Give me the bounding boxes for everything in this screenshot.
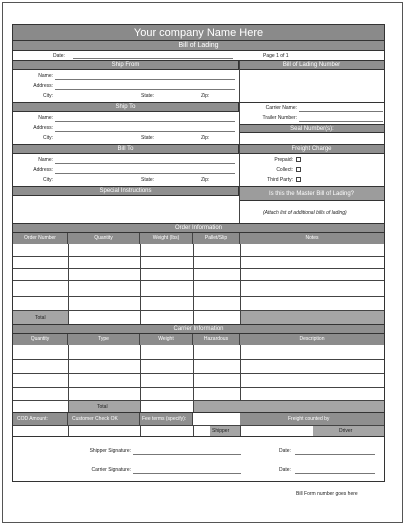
row-divider bbox=[13, 387, 384, 388]
special-instructions-section bbox=[12, 187, 385, 224]
col-divider bbox=[68, 425, 69, 436]
trailer-number-field[interactable] bbox=[299, 121, 383, 122]
ship-to-zip-label: Zip: bbox=[201, 135, 210, 141]
carrier-info-header-row bbox=[13, 334, 384, 345]
customer-check-label: Customer Check OK bbox=[72, 416, 118, 422]
ship-from-title: Ship From bbox=[13, 61, 239, 70]
company-name-header: Your company Name Here bbox=[12, 24, 385, 41]
col-description: Description bbox=[240, 334, 384, 345]
fee-terms-label: Fee terms (specify): bbox=[142, 416, 187, 422]
bill-to-section bbox=[12, 145, 385, 187]
freight-counted-label: Freight counted by bbox=[288, 416, 330, 422]
freight-charge-title: Freight Charge bbox=[239, 145, 384, 154]
driver-label: Driver bbox=[339, 428, 353, 434]
shipper-cell bbox=[210, 426, 240, 436]
carrier-date-label: Date: bbox=[279, 467, 291, 473]
col-divider bbox=[240, 425, 241, 436]
footer-text: Bill Form number goes here bbox=[296, 491, 358, 497]
shipper-date-field[interactable] bbox=[295, 454, 375, 455]
master-bol-note: (Attach list of additional bills of lading) bbox=[263, 210, 347, 216]
col-notes: Notes bbox=[240, 233, 384, 244]
trailer-number-label: Trailer Number: bbox=[262, 115, 297, 121]
order-info-header-row bbox=[13, 233, 384, 244]
ship-from-state-label: State: bbox=[141, 93, 155, 99]
ship-from-name-field[interactable] bbox=[55, 79, 235, 80]
ship-from-section bbox=[12, 61, 385, 103]
ship-to-title: Ship To bbox=[13, 103, 239, 112]
ship-to-section bbox=[12, 103, 385, 145]
divider bbox=[239, 61, 240, 102]
col-divider bbox=[140, 425, 141, 436]
third-party-checkbox[interactable] bbox=[296, 177, 301, 182]
ship-to-address-label: Address: bbox=[33, 125, 53, 131]
carrier-info-title: Carrier Information bbox=[13, 325, 384, 334]
bill-of-lading-title: Bill of Lading bbox=[12, 41, 385, 51]
col-order-number: Order Number bbox=[13, 233, 68, 244]
shipper-signature-label: Shipper Signature: bbox=[89, 448, 131, 454]
third-party-label: Third Party: bbox=[267, 177, 293, 183]
seal-numbers-label: Seal Number(s): bbox=[240, 124, 384, 133]
ship-from-address-field[interactable] bbox=[55, 89, 235, 90]
row-divider bbox=[13, 268, 384, 269]
order-total-label: Total bbox=[35, 315, 46, 321]
ship-from-city-label: City: bbox=[43, 93, 53, 99]
order-total-shaded bbox=[241, 311, 384, 324]
bill-to-address-label: Address: bbox=[33, 167, 53, 173]
col-pallet-slip: Pallet/Slip bbox=[193, 233, 240, 244]
carrier-date-field[interactable] bbox=[295, 473, 375, 474]
row-divider bbox=[13, 280, 384, 281]
divider bbox=[239, 187, 240, 223]
col-divider bbox=[140, 345, 141, 412]
ship-to-name-field[interactable] bbox=[55, 121, 235, 122]
row-divider bbox=[13, 296, 384, 297]
cod-section bbox=[12, 413, 385, 437]
special-instructions-field[interactable] bbox=[15, 199, 235, 221]
date-row bbox=[12, 51, 385, 61]
special-instructions-title: Special Instructions bbox=[13, 187, 239, 196]
row-divider bbox=[13, 256, 384, 257]
col-hazardous: Hazardous bbox=[193, 334, 240, 345]
order-info-title: Order Information bbox=[13, 224, 384, 233]
master-bol-question: Is this the Master Bill of Lading? bbox=[239, 187, 384, 201]
prepaid-checkbox[interactable] bbox=[296, 157, 301, 162]
ship-from-name-label: Name: bbox=[38, 73, 53, 79]
bol-number-title: Bill of Lading Number bbox=[239, 61, 384, 70]
collect-label: Collect: bbox=[276, 167, 293, 173]
col-quantity: Quantity bbox=[68, 233, 140, 244]
ship-to-name-label: Name: bbox=[38, 115, 53, 121]
row-divider bbox=[13, 359, 384, 360]
bill-to-title: Bill To bbox=[13, 145, 239, 154]
date-label: Date: bbox=[53, 53, 65, 59]
order-info-section bbox=[12, 224, 385, 325]
customer-check-cell bbox=[68, 413, 140, 425]
bill-to-name-label: Name: bbox=[38, 157, 53, 163]
cod-amount-cell bbox=[13, 413, 68, 425]
ship-from-address-label: Address: bbox=[33, 83, 53, 89]
bill-to-name-field[interactable] bbox=[55, 163, 235, 164]
shipper-signature-field[interactable] bbox=[133, 454, 241, 455]
col-quantity: Quantity bbox=[13, 334, 68, 345]
row-divider bbox=[13, 373, 384, 374]
fee-terms-cell bbox=[140, 413, 193, 425]
ship-to-address-field[interactable] bbox=[55, 131, 235, 132]
ship-to-state-label: State: bbox=[141, 135, 155, 141]
freight-counted-cell bbox=[240, 413, 384, 425]
page-label: Page 1 of 1 bbox=[263, 53, 289, 59]
carrier-name-label: Carrier Name: bbox=[265, 105, 297, 111]
col-divider bbox=[193, 425, 194, 436]
carrier-name-field[interactable] bbox=[299, 111, 383, 112]
col-type: Type bbox=[68, 334, 140, 345]
cod-amount-label: COD Amount: bbox=[17, 416, 48, 422]
date-field[interactable] bbox=[73, 58, 233, 59]
divider bbox=[239, 145, 240, 186]
bill-to-zip-label: Zip: bbox=[201, 177, 210, 183]
bill-to-state-label: State: bbox=[141, 177, 155, 183]
col-weight: Weight bbox=[140, 334, 193, 345]
bill-to-city-label: City: bbox=[43, 177, 53, 183]
carrier-signature-label: Carrier Signature: bbox=[91, 467, 131, 473]
prepaid-label: Prepaid: bbox=[274, 157, 293, 163]
ship-from-zip-label: Zip: bbox=[201, 93, 210, 99]
carrier-total-label: Total bbox=[97, 404, 108, 410]
shipper-label: Shipper bbox=[212, 428, 230, 434]
order-total-cell bbox=[13, 311, 68, 324]
bill-to-address-field[interactable] bbox=[55, 173, 235, 174]
carrier-signature-field[interactable] bbox=[133, 473, 241, 474]
driver-cell bbox=[313, 426, 384, 436]
carrier-info-section bbox=[12, 325, 385, 413]
ship-to-city-label: City: bbox=[43, 135, 53, 141]
collect-checkbox[interactable] bbox=[296, 167, 301, 172]
col-weight: Weight (lbs) bbox=[140, 233, 193, 244]
carrier-total-cell bbox=[69, 401, 140, 412]
signatures-section bbox=[12, 437, 385, 482]
carrier-total-shaded bbox=[194, 401, 384, 412]
shipper-date-label: Date: bbox=[279, 448, 291, 454]
